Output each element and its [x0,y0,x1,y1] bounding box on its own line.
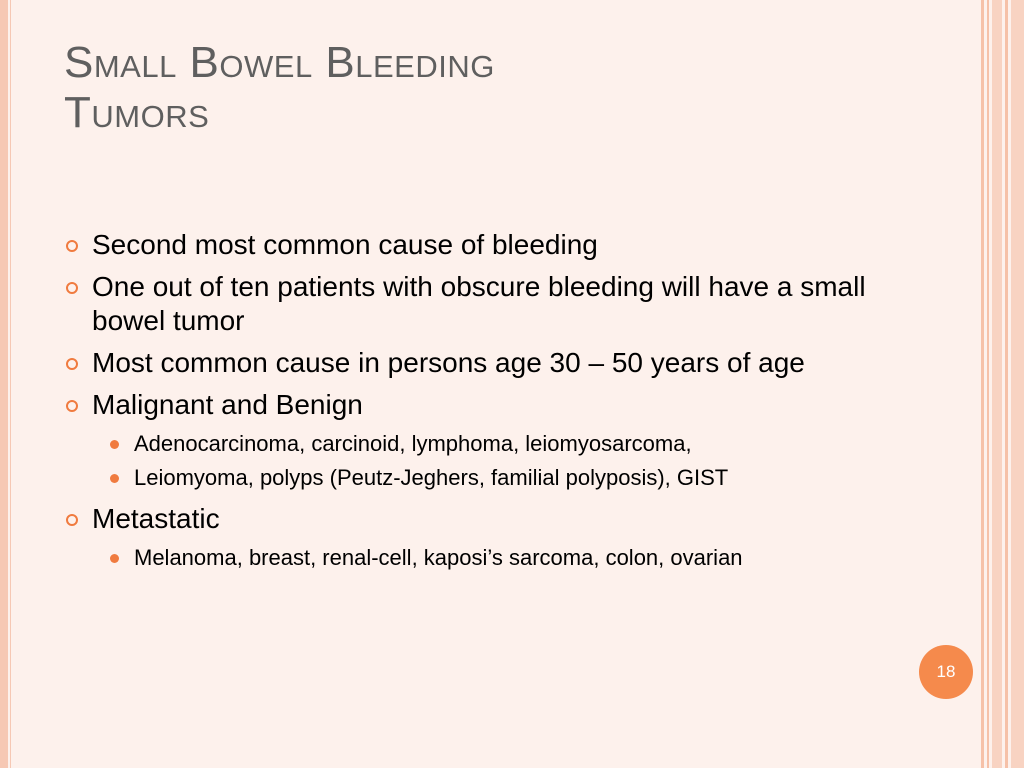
dot-bullet-icon [110,554,119,563]
slide-title [64,38,924,138]
sub-bullet-text: Adenocarcinoma, carcinoid, lymphoma, leiomyosarcoma, [134,431,692,456]
sub-bullet-item [64,544,884,572]
left-border-line [10,0,11,768]
bullet-text: Most common cause in persons age 30 – 50 years of age [92,347,805,378]
page-number-badge: 18 [919,645,973,699]
bullet-text: Metastatic [92,503,220,534]
ring-bullet-icon [66,514,78,526]
ring-bullet-icon [66,240,78,252]
ring-bullet-icon [66,400,78,412]
bullet-text: One out of ten patients with obscure bleeding will have a small bowel tumor [92,271,866,336]
sub-bullet-item [64,464,884,492]
bullet-item [64,270,884,338]
bullet-list [64,228,884,578]
bullet-item [64,228,884,262]
bullet-item [64,502,884,536]
right-stripe [992,0,1002,768]
dot-bullet-icon [110,474,119,483]
right-stripe [981,0,984,768]
bullet-text: Malignant and Benign [92,389,363,420]
sub-bullet-text: Melanoma, breast, renal-cell, kaposi’s sarcoma, colon, ovarian [134,545,743,570]
right-stripe [1011,0,1024,768]
ring-bullet-icon [66,358,78,370]
left-border [0,0,8,768]
right-stripe [987,0,989,768]
bullet-item [64,346,884,380]
sub-bullet-item [64,430,884,458]
bullet-item [64,388,884,422]
slide-title-line-2: Tumors [64,88,210,137]
bullet-text: Second most common cause of bleeding [92,229,598,260]
slide-title-line-1: Small Bowel Bleeding [64,38,495,87]
sub-bullet-text: Leiomyoma, polyps (Peutz-Jeghers, familial polyposis), GIST [134,465,729,490]
ring-bullet-icon [66,282,78,294]
dot-bullet-icon [110,440,119,449]
right-stripe [1005,0,1008,768]
